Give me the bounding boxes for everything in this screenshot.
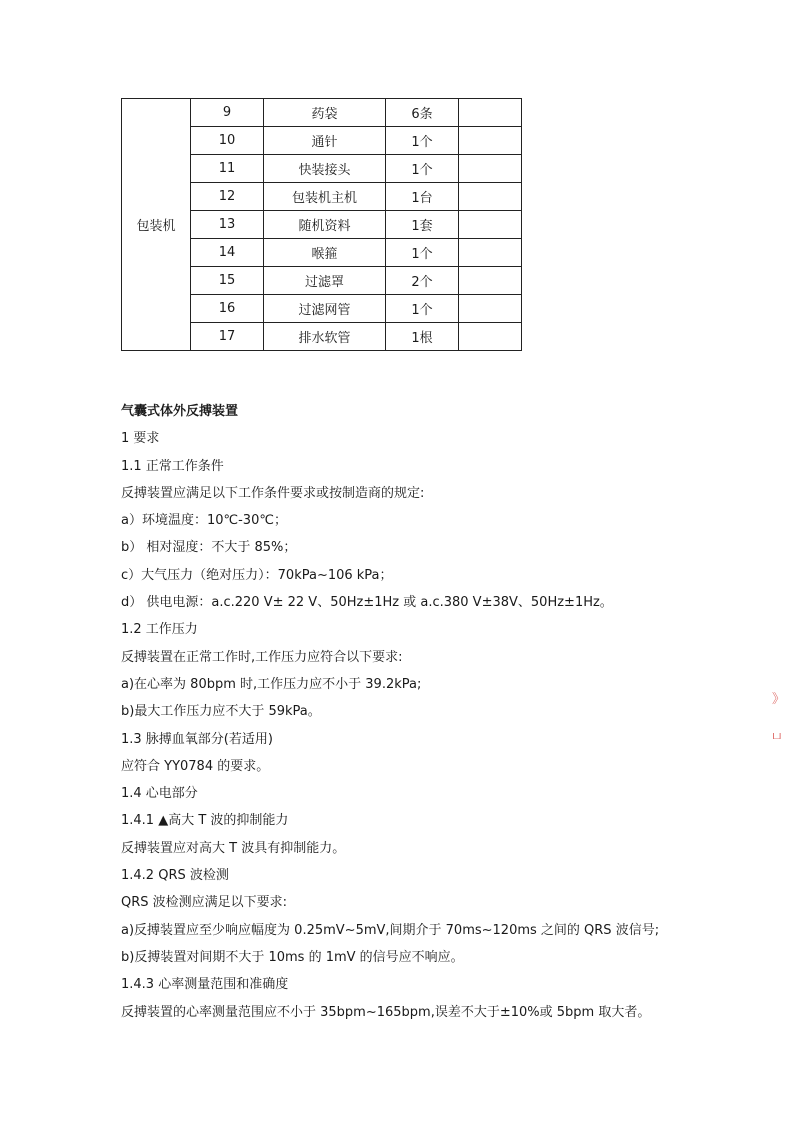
qty-cell: 1台	[386, 183, 459, 211]
num-cell: 16	[191, 295, 264, 323]
name-cell: 包装机主机	[264, 183, 386, 211]
remark-cell	[459, 99, 522, 127]
text-line: 反搏装置应满足以下工作条件要求或按制造商的规定:	[121, 485, 425, 501]
parts-table	[121, 98, 522, 351]
qty-cell: 1个	[386, 239, 459, 267]
name-cell: 通针	[264, 127, 386, 155]
margin-mark: 》	[772, 692, 786, 707]
text-line: 1.2 工作压力	[121, 622, 198, 638]
text-line: 1.3 脉搏血氧部分(若适用)	[121, 731, 273, 747]
text-line: 反搏装置在正常工作时,工作压力应符合以下要求:	[121, 649, 403, 665]
name-cell: 药袋	[264, 99, 386, 127]
text-line: 1.4.3 心率测量范围和准确度	[121, 977, 289, 993]
name-cell: 快装接头	[264, 155, 386, 183]
num-cell: 9	[191, 99, 264, 127]
remark-cell	[459, 323, 522, 351]
qty-cell: 1套	[386, 211, 459, 239]
num-cell: 10	[191, 127, 264, 155]
text-line: 1.4 心电部分	[121, 786, 198, 802]
text-line: 1 要求	[121, 431, 160, 447]
text-line: a)反搏装置应至少响应幅度为 0.25mV~5mV,间期介于 70ms~120ms 之间的 QRS 波信号;	[121, 922, 660, 938]
requirements-section	[121, 398, 681, 1026]
table-row	[122, 99, 522, 127]
text-line: b)反搏装置对间期不大于 10ms 的 1mV 的信号应不响应。	[121, 949, 464, 965]
text-line: b)最大工作压力应不大于 59kPa。	[121, 704, 321, 720]
text-line: a)在心率为 80bpm 时,工作压力应不小于 39.2kPa;	[121, 676, 422, 692]
margin-mark: ப	[772, 728, 782, 743]
qty-cell: 1个	[386, 295, 459, 323]
text-line: QRS 波检测应满足以下要求:	[121, 895, 288, 911]
name-cell: 排水软管	[264, 323, 386, 351]
text-line: 反搏装置的心率测量范围应不小于 35bpm~165bpm,误差不大于±10%或 5bpm 取大者。	[121, 1004, 651, 1020]
qty-cell: 1个	[386, 127, 459, 155]
qty-cell: 2个	[386, 267, 459, 295]
text-line: 1.1 正常工作条件	[121, 458, 224, 474]
text-line: 反搏装置应对高大 T 波具有抑制能力。	[121, 840, 346, 856]
text-line: 1.4.2 QRS 波检测	[121, 868, 229, 884]
text-line: a）环境温度：10℃-30℃；	[121, 513, 287, 529]
qty-cell: 6条	[386, 99, 459, 127]
remark-cell	[459, 267, 522, 295]
num-cell: 17	[191, 323, 264, 351]
qty-cell: 1根	[386, 323, 459, 351]
remark-cell	[459, 295, 522, 323]
name-cell: 喉箍	[264, 239, 386, 267]
text-line: d） 供电电源：a.c.220 V± 22 V、50Hz±1Hz 或 a.c.380 V±38V、50Hz±1Hz。	[121, 595, 613, 611]
remark-cell	[459, 155, 522, 183]
num-cell: 13	[191, 211, 264, 239]
text-line: c）大气压力（绝对压力）：70kPa~106 kPa；	[121, 567, 393, 583]
qty-cell: 1个	[386, 155, 459, 183]
name-cell: 过滤网管	[264, 295, 386, 323]
remark-cell	[459, 127, 522, 155]
section-title: 气囊式体外反搏装置	[121, 404, 239, 419]
text-line: 1.4.1 ▲高大 T 波的抑制能力	[121, 813, 289, 829]
remark-cell	[459, 183, 522, 211]
name-cell: 过滤罩	[264, 267, 386, 295]
num-cell: 12	[191, 183, 264, 211]
num-cell: 15	[191, 267, 264, 295]
text-line: 应符合 YY0784 的要求。	[121, 758, 270, 774]
remark-cell	[459, 211, 522, 239]
text-line: b） 相对湿度：不大于 85%；	[121, 540, 297, 556]
name-cell: 随机资料	[264, 211, 386, 239]
num-cell: 11	[191, 155, 264, 183]
group-label-cell: 包装机	[122, 99, 191, 351]
num-cell: 14	[191, 239, 264, 267]
remark-cell	[459, 239, 522, 267]
